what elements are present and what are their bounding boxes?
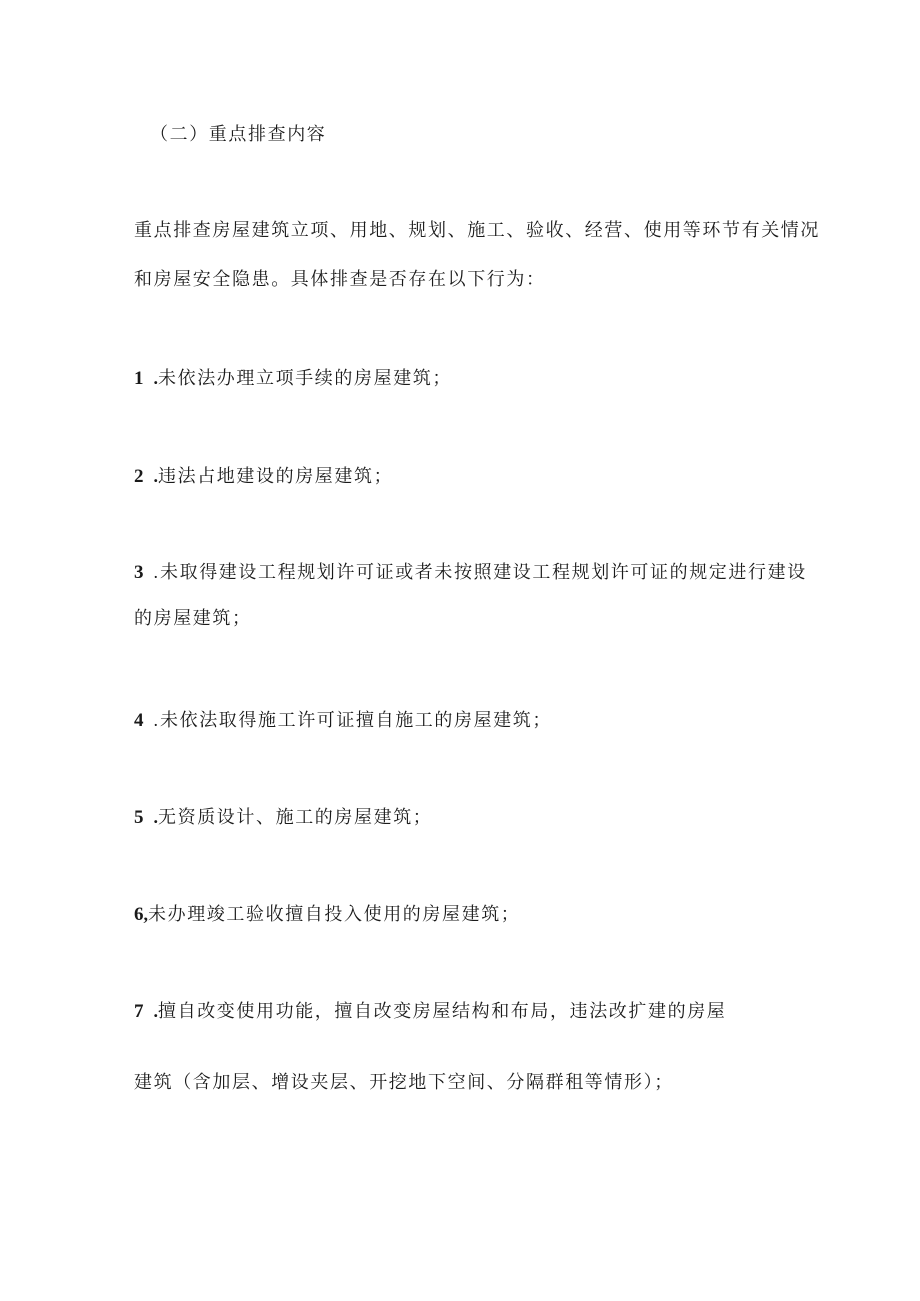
section-heading: （二）重点排查内容 bbox=[150, 124, 327, 145]
intro-line-1: 重点排查房屋建筑立项、用地、规划、施工、验收、经营、使用等环节有关情况 bbox=[134, 220, 820, 241]
item-text: 违法占地建设的房屋建筑； bbox=[158, 466, 394, 487]
item-separator: . bbox=[153, 368, 158, 388]
list-item-6 bbox=[134, 903, 520, 926]
item-text: 擅自改变使用功能，擅自改变房屋结构和布局，违法改扩建的房屋 bbox=[158, 1001, 727, 1022]
item-text: 未依法取得施工许可证擅自施工的房屋建筑； bbox=[160, 710, 552, 731]
item-number: 7 bbox=[134, 1001, 144, 1022]
item-separator: , bbox=[143, 904, 148, 924]
list-item-4 bbox=[134, 709, 552, 732]
list-item-3-continuation: 的房屋建筑； bbox=[134, 608, 252, 629]
item-text: 未取得建设工程规划许可证或者未按照建设工程规划许可证的规定进行建设 bbox=[160, 562, 807, 583]
item-separator: . bbox=[153, 710, 158, 730]
list-item-5 bbox=[134, 806, 432, 829]
list-item-3 bbox=[134, 561, 807, 584]
item-number: 1 bbox=[134, 368, 144, 389]
item-separator: . bbox=[153, 807, 158, 827]
item-separator: . bbox=[153, 466, 158, 486]
item-text: 未办理竣工验收擅自投入使用的房屋建筑； bbox=[148, 904, 521, 925]
item-text: 未依法办理立项手续的房屋建筑； bbox=[158, 368, 452, 389]
list-item-1 bbox=[134, 367, 452, 390]
list-item-7 bbox=[134, 1000, 726, 1023]
list-item-2 bbox=[134, 465, 393, 488]
item-number: 6 bbox=[134, 904, 144, 925]
item-number: 4 bbox=[134, 710, 144, 731]
item-separator: . bbox=[153, 1001, 158, 1021]
item-separator: . bbox=[153, 562, 158, 582]
item-number: 5 bbox=[134, 807, 144, 828]
item-text: 无资质设计、施工的房屋建筑； bbox=[158, 807, 433, 828]
item-number: 2 bbox=[134, 466, 144, 487]
item-number: 3 bbox=[134, 562, 144, 583]
intro-line-2: 和房屋安全隐患。具体排查是否存在以下行为： bbox=[134, 269, 546, 290]
list-item-7-continuation: 建筑（含加层、增设夹层、开挖地下空间、分隔群租等情形）； bbox=[134, 1072, 674, 1093]
